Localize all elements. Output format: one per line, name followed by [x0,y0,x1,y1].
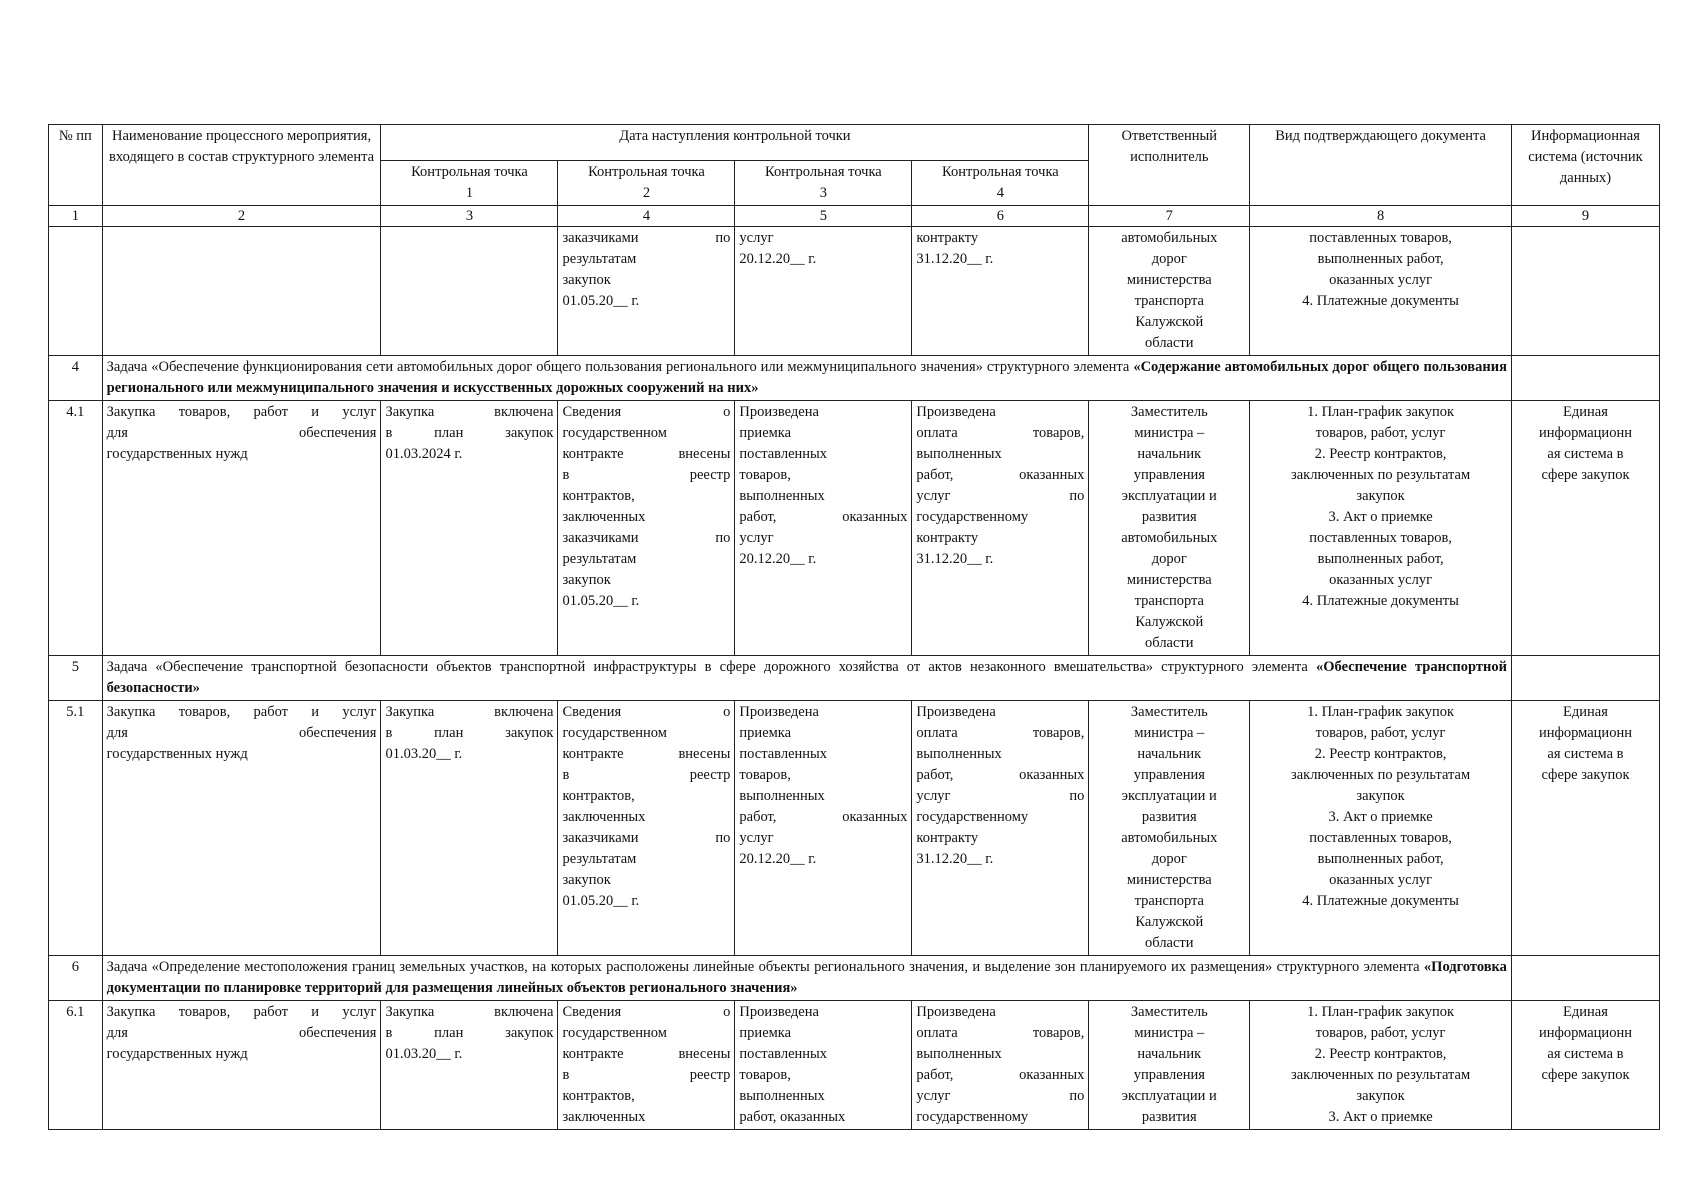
cell-line: государственном [562,1025,667,1041]
structural-element-name: «Содержание автомобильных дорог общего пользования регионального или межмуниципального значения и искусственных дорожных сооружений на них» [106,359,1507,396]
information-system [1511,701,1659,956]
cell-line: закупок [562,272,611,288]
cell-line: 3. Акт о приемке [1328,509,1433,525]
cell-line: государственном [562,425,667,441]
measure-row [49,701,1660,956]
continuation-row [49,227,1660,356]
cell-line: информационн [1538,425,1632,441]
cell-line: поставленных [739,746,828,762]
cell-line: 1. План-график закупок [1307,404,1455,420]
cell-line: результатам [562,551,637,567]
cell-line: выполненных работ, [1317,251,1444,267]
cell-line: сфере закупок [1541,767,1630,783]
cell-line: 01.05.20__ г. [562,593,640,609]
cell-line: управления [1133,467,1205,483]
measure-name [102,1001,381,1130]
cell-line: Сведения о [562,704,731,720]
cell-line: закупок [562,872,611,888]
cell-line: оплата товаров, [916,725,1085,741]
cell-line: транспорта [1134,893,1204,909]
cell-line: государственному [916,809,1029,825]
cell-line: выполненных работ, [1317,851,1444,867]
cell-line: министерства [1126,872,1212,888]
control-point-3 [735,701,912,956]
cell-line: Произведена [916,404,996,420]
cell-line: Калужской [1135,314,1204,330]
cell-line: Закупка товаров, работ и услуг [106,1004,377,1020]
task-row [49,956,1660,1001]
measure-row [49,401,1660,656]
cont-name [102,227,381,356]
task-description: Задача «Определение местоположения границ земельных участков, на которых расположены линейные объекты регионального значения, и выделение зон планируемого их размещения» структурного элемента «Подготовка документации по планировке территорий для размещения линейных объектов регионального значения» [102,956,1511,1001]
cell-line: развития [1141,809,1197,825]
cell-line: 20.12.20__ г. [739,251,817,267]
cell-line: сфере закупок [1541,1067,1630,1083]
cell-line: государственному [916,509,1029,525]
measure-name [102,401,381,656]
cont-document [1250,227,1512,356]
cell-line: дорог [1151,251,1187,267]
cell-line: 20.12.20__ г. [739,551,817,567]
cell-line: работ, оказанных [739,509,908,525]
cell-line: оказанных услуг [1329,872,1433,888]
information-system [1511,1001,1659,1130]
cell-line: контрактов, [562,488,635,504]
cell-line: Калужской [1135,914,1204,930]
cell-line: 1. План-график закупок [1307,704,1455,720]
cell-line: в реестр [562,1067,731,1083]
cell-line: заключенных [562,509,646,525]
confirming-document [1250,701,1512,956]
cell-line: 31.12.20__ г. [916,851,994,867]
cell-line: начальник [1137,746,1202,762]
cell-line: в реестр [562,467,731,483]
cell-line: закупок [1356,1088,1405,1104]
cell-line: развития [1141,1109,1197,1125]
cell-line: контрактов, [562,1088,635,1104]
header-document: Вид подтверждающего документа [1250,125,1512,206]
cell-line: услуг по [916,1088,1085,1104]
cell-line: развития [1141,509,1197,525]
cell-line: Заместитель [1130,704,1208,720]
control-point-4 [912,401,1089,656]
cell-line: 31.12.20__ г. [916,251,994,267]
cell-line: области [1145,635,1194,651]
cell-line: товаров, работ, услуг [1315,425,1446,441]
cell-line: 01.03.2024 г. [385,446,463,462]
col-number: 9 [1511,206,1659,227]
header-control-point-4: Контрольная точка 4 [912,161,1089,206]
measure-name [102,701,381,956]
cell-line: закупок [1356,788,1405,804]
cell-line: Закупка товаров, работ и услуг [106,704,377,720]
cell-line: информационн [1538,1025,1632,1041]
header-control-point-2: Контрольная точка 2 [558,161,735,206]
cell-line: работ, оказанных [916,467,1085,483]
cell-line: государственному [916,1109,1029,1125]
cell-line: работ, оказанных [916,1067,1085,1083]
control-point-4 [912,1001,1089,1130]
cell-line: выполненных [916,1046,1002,1062]
cell-line: заказчиками по [562,230,731,246]
measure-number: 5.1 [49,701,103,956]
control-point-4 [912,701,1089,956]
cell-line: товаров, [739,1067,791,1083]
cell-line: ая система в [1547,446,1624,462]
control-point-2 [558,701,735,956]
cell-line: в план закупок [385,1025,554,1041]
cell-line: эксплуатации и [1121,1088,1217,1104]
cell-line: Единая [1563,1004,1608,1020]
cell-line: контракту [916,830,979,846]
header-control-point-3: Контрольная точка 3 [735,161,912,206]
cell-line: товаров, работ, услуг [1315,1025,1446,1041]
cell-line: заключенных по результатам [1291,467,1471,483]
cell-line: Произведена [916,704,996,720]
cell-line: ая система в [1547,1046,1624,1062]
cell-line: Закупка товаров, работ и услуг [106,404,377,420]
cell-line: в реестр [562,767,731,783]
cell-line: поставленных товаров, [1309,530,1452,546]
cell-line: транспорта [1134,293,1204,309]
cell-line: 3. Акт о приемке [1328,1109,1433,1125]
cell-line: товаров, работ, услуг [1315,725,1446,741]
col-number: 3 [381,206,558,227]
cell-line: 1. План-график закупок [1307,1004,1455,1020]
cell-line: 3. Акт о приемке [1328,809,1433,825]
cont-responsible [1089,227,1250,356]
measure-row [49,1001,1660,1130]
cont-cp2 [558,227,735,356]
cell-line: государственных нужд [106,1046,248,1062]
task-description: Задача «Обеспечение транспортной безопасности объектов транспортной инфраструктуры в сфере дорожного хозяйства от актов незаконного вмешательства» структурного элемента «Обеспечение транспортной безопасности» [102,656,1511,701]
cell-line: результатам [562,251,637,267]
cell-line: сфере закупок [1541,467,1630,483]
cell-line: услуг [739,530,774,546]
cell-line: оплата товаров, [916,1025,1085,1041]
cell-line: области [1145,935,1194,951]
cell-line: выполненных [739,788,825,804]
cell-line: контрактов, [562,788,635,804]
task-row [49,356,1660,401]
structural-element-name: «Обеспечение транспортной безопасности» [106,659,1507,696]
cell-line: министра – [1134,725,1205,741]
cell-line: управления [1133,1067,1205,1083]
cell-line: Закупка включена [385,404,554,420]
structural-element-name: «Подготовка документации по планировке территорий для размещения линейных объектов регионального значения» [106,959,1507,996]
measure-number: 6.1 [49,1001,103,1130]
confirming-document [1250,1001,1512,1130]
cell-line: дорог [1151,551,1187,567]
control-point-1 [381,401,558,656]
cell-line: Произведена [739,404,819,420]
cell-line: государственных нужд [106,746,248,762]
cell-line: для обеспечения [106,1025,377,1041]
col-number: 6 [912,206,1089,227]
cell-line: услуг по [916,788,1085,804]
cell-line: Сведения о [562,1004,731,1020]
cont-cp1 [381,227,558,356]
cell-line: для обеспечения [106,425,377,441]
cell-line: для обеспечения [106,725,377,741]
cell-line: работ, оказанных [739,1109,846,1125]
cell-line: ая система в [1547,746,1624,762]
cell-line: контракте внесены [562,1046,731,1062]
cell-line: оплата товаров, [916,425,1085,441]
cont-num [49,227,103,356]
task-empty-cell [1511,356,1659,401]
cell-line: области [1145,335,1194,351]
cell-line: поставленных товаров, [1309,830,1452,846]
cell-line: управления [1133,767,1205,783]
cell-line: приемка [739,425,792,441]
cell-line: результатам [562,851,637,867]
cell-line: выполненных работ, [1317,551,1444,567]
cell-line: товаров, [739,467,791,483]
cell-line: Заместитель [1130,404,1208,420]
control-point-2 [558,401,735,656]
cell-line: услуг [739,830,774,846]
cont-info [1511,227,1659,356]
col-number: 5 [735,206,912,227]
information-system [1511,401,1659,656]
cell-line: 01.05.20__ г. [562,293,640,309]
responsible-executor [1089,1001,1250,1130]
cell-line: информационн [1538,725,1632,741]
cell-line: услуг [739,230,774,246]
cell-line: работ, оказанных [739,809,908,825]
cell-line: выполненных [916,746,1002,762]
cell-line: 4. Платежные документы [1302,593,1459,609]
col-number: 4 [558,206,735,227]
cell-line: заказчиками по [562,530,731,546]
cell-line: Произведена [739,1004,819,1020]
cell-line: 4. Платежные документы [1302,293,1459,309]
cell-line: Закупка включена [385,1004,554,1020]
cell-line: товаров, [739,767,791,783]
col-number: 1 [49,206,103,227]
cell-line: 2. Реестр контрактов, [1314,1046,1447,1062]
header-info-system: Информационная система (источник данных) [1511,125,1659,206]
col-number: 2 [102,206,381,227]
cell-line: 31.12.20__ г. [916,551,994,567]
cont-cp4 [912,227,1089,356]
cell-line: Произведена [916,1004,996,1020]
cell-line: работ, оказанных [916,767,1085,783]
confirming-document [1250,401,1512,656]
cell-line: Заместитель [1130,1004,1208,1020]
cell-line: услуг по [916,488,1085,504]
cell-line: контракту [916,230,979,246]
task-number: 6 [49,956,103,1001]
column-numbers-row [49,206,1660,227]
header-name: Наименование процессного мероприятия, входящего в состав структурного элемента [102,125,381,206]
header-num: № пп [49,125,103,206]
task-number: 4 [49,356,103,401]
control-point-3 [735,1001,912,1130]
cell-line: эксплуатации и [1121,788,1217,804]
cell-line: контракту [916,530,979,546]
cell-line: 01.03.20__ г. [385,746,463,762]
cell-line: поставленных товаров, [1309,230,1452,246]
cell-line: контракте внесены [562,446,731,462]
cell-line: автомобильных [1121,830,1218,846]
cell-line: оказанных услуг [1329,572,1433,588]
cell-line: государственном [562,725,667,741]
cell-line: закупок [562,572,611,588]
cell-line: Единая [1563,404,1608,420]
cell-line: в план закупок [385,425,554,441]
cell-line: поставленных [739,446,828,462]
control-point-2 [558,1001,735,1130]
cell-line: 20.12.20__ г. [739,851,817,867]
cell-line: заключенных [562,809,646,825]
cell-line: Единая [1563,704,1608,720]
responsible-executor [1089,701,1250,956]
cell-line: выполненных [739,488,825,504]
cell-line: министра – [1134,425,1205,441]
control-point-3 [735,401,912,656]
header-date-group: Дата наступления контрольной точки [381,125,1089,161]
cell-line: Закупка включена [385,704,554,720]
header-responsible: Ответственный исполнитель [1089,125,1250,206]
cell-line: приемка [739,725,792,741]
cell-line: Сведения о [562,404,731,420]
cell-line: поставленных [739,1046,828,1062]
cell-line: в план закупок [385,725,554,741]
cell-line: транспорта [1134,593,1204,609]
cell-line: автомобильных [1121,530,1218,546]
task-description: Задача «Обеспечение функционирования сети автомобильных дорог общего пользования регионального или межмуниципального значения» структурного элемента «Содержание автомобильных дорог общего пользования регионального или межмуниципального значения и искусственных дорожных сооружений на них» [102,356,1511,401]
cell-line: начальник [1137,446,1202,462]
cell-line: автомобильных [1121,230,1218,246]
cell-line: министерства [1126,572,1212,588]
col-number: 7 [1089,206,1250,227]
cell-line: министерства [1126,272,1212,288]
cell-line: контракте внесены [562,746,731,762]
cell-line: выполненных [916,446,1002,462]
cell-line: Калужской [1135,614,1204,630]
responsible-executor [1089,401,1250,656]
control-point-1 [381,1001,558,1130]
cell-line: приемка [739,1025,792,1041]
cont-cp3 [735,227,912,356]
measure-number: 4.1 [49,401,103,656]
cell-line: государственных нужд [106,446,248,462]
cell-line: Произведена [739,704,819,720]
measures-table [48,124,1660,1130]
cell-line: 4. Платежные документы [1302,893,1459,909]
col-number: 8 [1250,206,1512,227]
task-empty-cell [1511,956,1659,1001]
cell-line: министра – [1134,1025,1205,1041]
cell-line: начальник [1137,1046,1202,1062]
cell-line: 2. Реестр контрактов, [1314,746,1447,762]
cell-line: заключенных по результатам [1291,1067,1471,1083]
cell-line: 01.05.20__ г. [562,893,640,909]
cell-line: закупок [1356,488,1405,504]
cell-line: заключенных [562,1109,646,1125]
cell-line: 2. Реестр контрактов, [1314,446,1447,462]
cell-line: выполненных [739,1088,825,1104]
cell-line: заключенных по результатам [1291,767,1471,783]
cell-line: 01.03.20__ г. [385,1046,463,1062]
control-point-1 [381,701,558,956]
task-empty-cell [1511,656,1659,701]
cell-line: дорог [1151,851,1187,867]
task-row [49,656,1660,701]
cell-line: эксплуатации и [1121,488,1217,504]
cell-line: заказчиками по [562,830,731,846]
cell-line: оказанных услуг [1329,272,1433,288]
task-number: 5 [49,656,103,701]
header-control-point-1: Контрольная точка 1 [381,161,558,206]
